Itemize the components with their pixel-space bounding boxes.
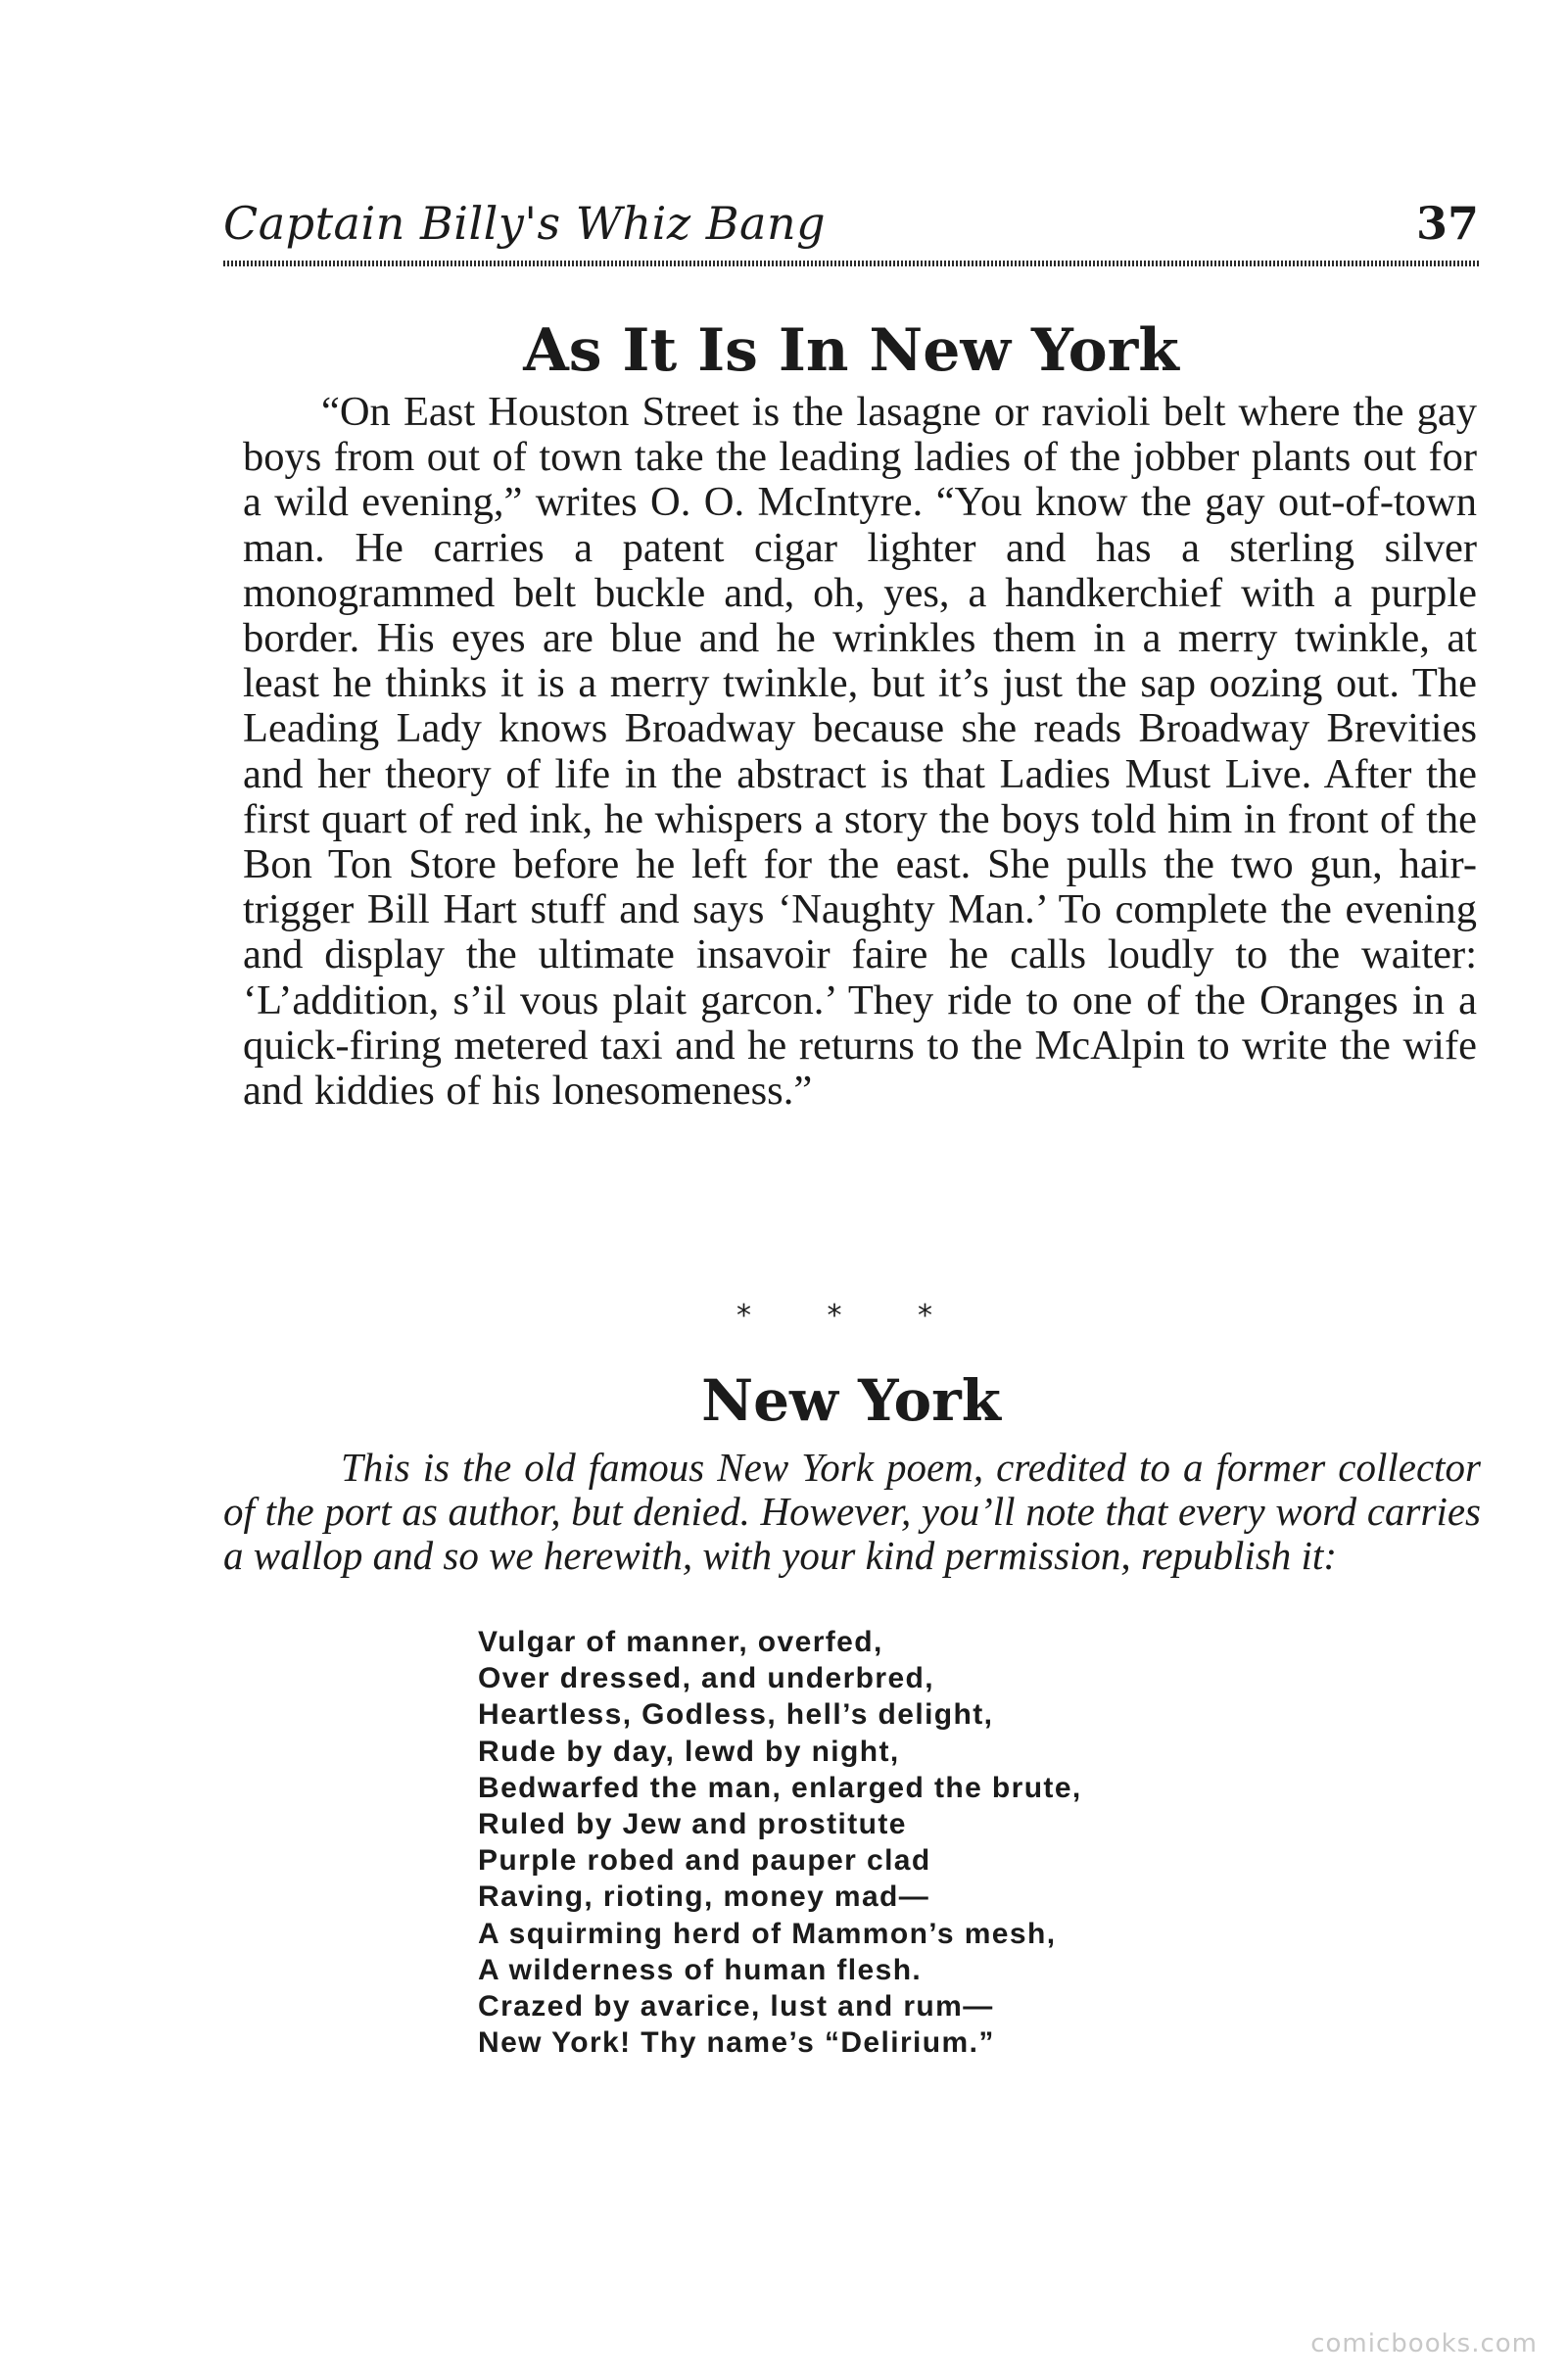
- poem-line: A squirming herd of Mammon’s mesh,: [478, 1917, 1057, 1950]
- section-separator: * * *: [736, 1299, 967, 1333]
- poem-line: Rude by day, lewd by night,: [478, 1735, 900, 1768]
- poem-line: Purple robed and pauper clad: [478, 1844, 931, 1878]
- poem-intro: This is the old famous New York poem, credited to a former collector of the port as author, but denied. However, you’ll note that every word carries a wallop and so we herewith, with your kind permission, republish it:: [223, 1445, 1481, 1578]
- poem-line: Crazed by avarice, lust and rum—: [478, 1990, 994, 2023]
- poem-line: A wilderness of human flesh.: [478, 1953, 923, 1986]
- article-body: “On East Houston Street is the lasagne or ravioli belt where the gay boys from out of town take the leading ladies of the jobber plants out for a wild evening,” writes O. O. McIntyre. “You know the gay out-of-town man. He carries a patent cigar lighter and has a sterling silver monogrammed belt buckle and, oh, yes, a handkerchief with a purple border. His eyes are blue and he wrinkles them in a merry twinkle, at least he thinks it is a merry twinkle, but it’s just the sap oozing out. The Leading Lady knows Broadway because she reads Broadway Brevities and her theory of life in the abstract is that Ladies Must Live. After the first quart of red ink, he whispers a story the boys told him in front of the Bon Ton Store before he left for the east. She pulls the two gun, hair-trigger Bill Hart stuff and says ‘Naughty Man.’ To complete the evening and display the ultimate insavoir faire he calls loudly to the waiter: ‘L’addition, s’il vous plait garcon.’ They ride to one of the Oranges in a quick-firing metered taxi and he returns to the McAlpin to write the wife and kiddies of his lonesomeness.”: [243, 389, 1477, 1115]
- poem-line: Over dressed, and underbred,: [478, 1662, 934, 1695]
- header-rule: [223, 261, 1479, 266]
- poem-line: Raving, rioting, money mad—: [478, 1880, 930, 1914]
- poem-line: Vulgar of manner, overfed,: [478, 1626, 883, 1658]
- poem: [478, 1624, 1359, 2061]
- poem-line: New York! Thy name’s “Delirium.”: [478, 2026, 995, 2060]
- article-title: As It Is In New York: [523, 316, 1179, 385]
- poem-line: Ruled by Jew and prostitute: [478, 1808, 907, 1841]
- poem-title: New York: [701, 1367, 1001, 1434]
- page-number: 37: [1415, 197, 1479, 250]
- running-title: Captain Billy's Whiz Bang: [223, 197, 827, 250]
- watermark: comicbooks.com: [1310, 2329, 1538, 2358]
- poem-line: Bedwarfed the man, enlarged the brute,: [478, 1771, 1082, 1804]
- poem-line: Heartless, Godless, hell’s delight,: [478, 1698, 994, 1732]
- page-header: [223, 194, 1479, 262]
